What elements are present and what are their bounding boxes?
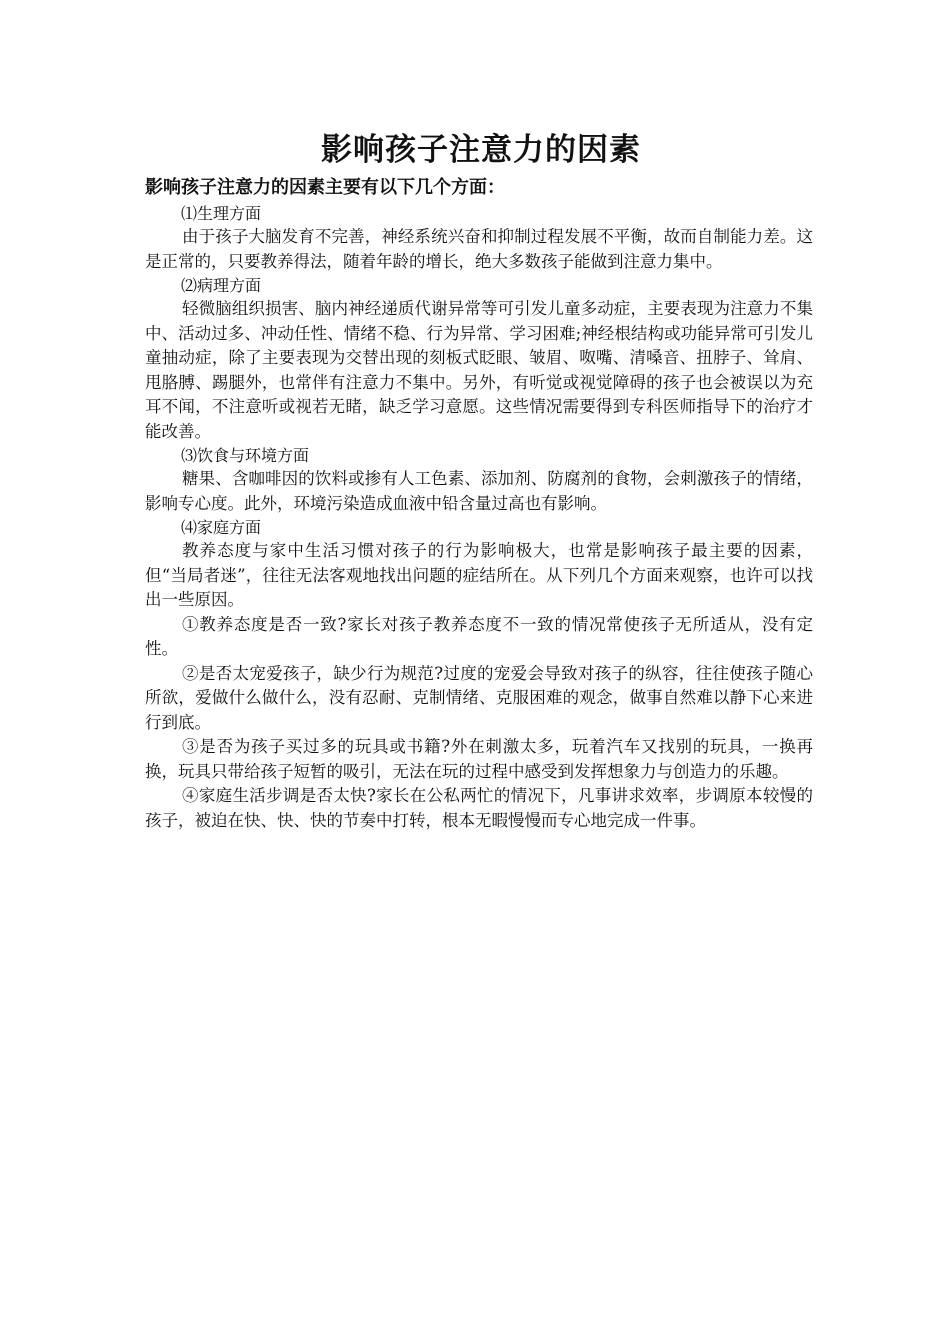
section-heading: ⑷家庭方面 [181, 518, 262, 537]
section-paragraph: 糖果、含咖啡因的饮料或掺有人工色素、添加剂、防腐剂的食物，会刺激孩子的情绪，影响专心度。此外，环境污染造成血液中铅含量过高也有影响。 [145, 469, 813, 513]
list-item-consistency: ①教养态度是否一致?家长对孩子教养态度不一致的情况常使孩子无所适从，没有定性。 [145, 614, 813, 658]
section-heading: ⑶饮食与环境方面 [181, 446, 310, 465]
section-paragraph: 由于孩子大脑发育不完善，神经系统兴奋和抑制过程发展不平衡，故而自制能力差。这是正常的，只要教养得法，随着年龄的增长，绝大多数孩子能做到注意力集中。 [145, 227, 813, 271]
section-pathology [145, 274, 813, 444]
list-item-life-pace: ④家庭生活步调是否太快?家长在公私两忙的情况下，凡事讲求效率，步调原本较慢的孩子，被迫在快、快、快的节奏中打转，根本无暇慢慢而专心地完成一件事。 [145, 786, 813, 830]
section-physiology [145, 202, 813, 274]
document-title: 影响孩子注意力的因素 [321, 132, 641, 168]
document-subtitle: 影响孩子注意力的因素主要有以下几个方面： [145, 177, 505, 198]
section-paragraph: 教养态度与家中生活习惯对孩子的行为影响极大，也常是影响孩子最主要的因素，但“当局者迷”，往往无法客观地找出问题的症结所在。从下列几个方面来观察，也许可以找出一些原因。 [145, 541, 813, 609]
document-body [145, 128, 813, 833]
list-item-spoiling: ②是否太宠爱孩子，缺少行为规范?过度的宠爱会导致对孩子的纵容，往往使孩子随心所欲，爱做什么做什么，没有忍耐、克制情绪、克服困难的观念，做事自然难以静下心来进行到底。 [145, 663, 813, 732]
section-family [145, 516, 813, 833]
section-heading: ⑵病理方面 [181, 276, 262, 295]
list-item-toys-books: ③是否为孩子买过多的玩具或书籍?外在刺激太多，玩着汽车又找别的玩具，一换再换，玩具只带给孩子短暂的吸引，无法在玩的过程中感受到发挥想象力与创造力的乐趣。 [145, 737, 813, 781]
section-paragraph: 轻微脑组织损害、脑内神经递质代谢异常等可引发儿童多动症，主要表现为注意力不集中、活动过多、冲动任性、情绪不稳、行为异常、学习困难;神经根结构或功能异常可引发儿童抽动症，除了主要表现为交替出现的刻板式眨眼、皱眉、呶嘴、清嗓音、扭脖子、耸肩、甩胳膊、踢腿外，也常伴有注意力不集中。另外，有听觉或视觉障碍的孩子也会被误以为充耳不闻，不注意听或视若无睹，缺乏学习意愿。这些情况需要得到专科医师指导下的治疗才能改善。 [145, 299, 813, 441]
section-heading: ⑴生理方面 [181, 204, 262, 223]
section-diet-environment [145, 444, 813, 516]
